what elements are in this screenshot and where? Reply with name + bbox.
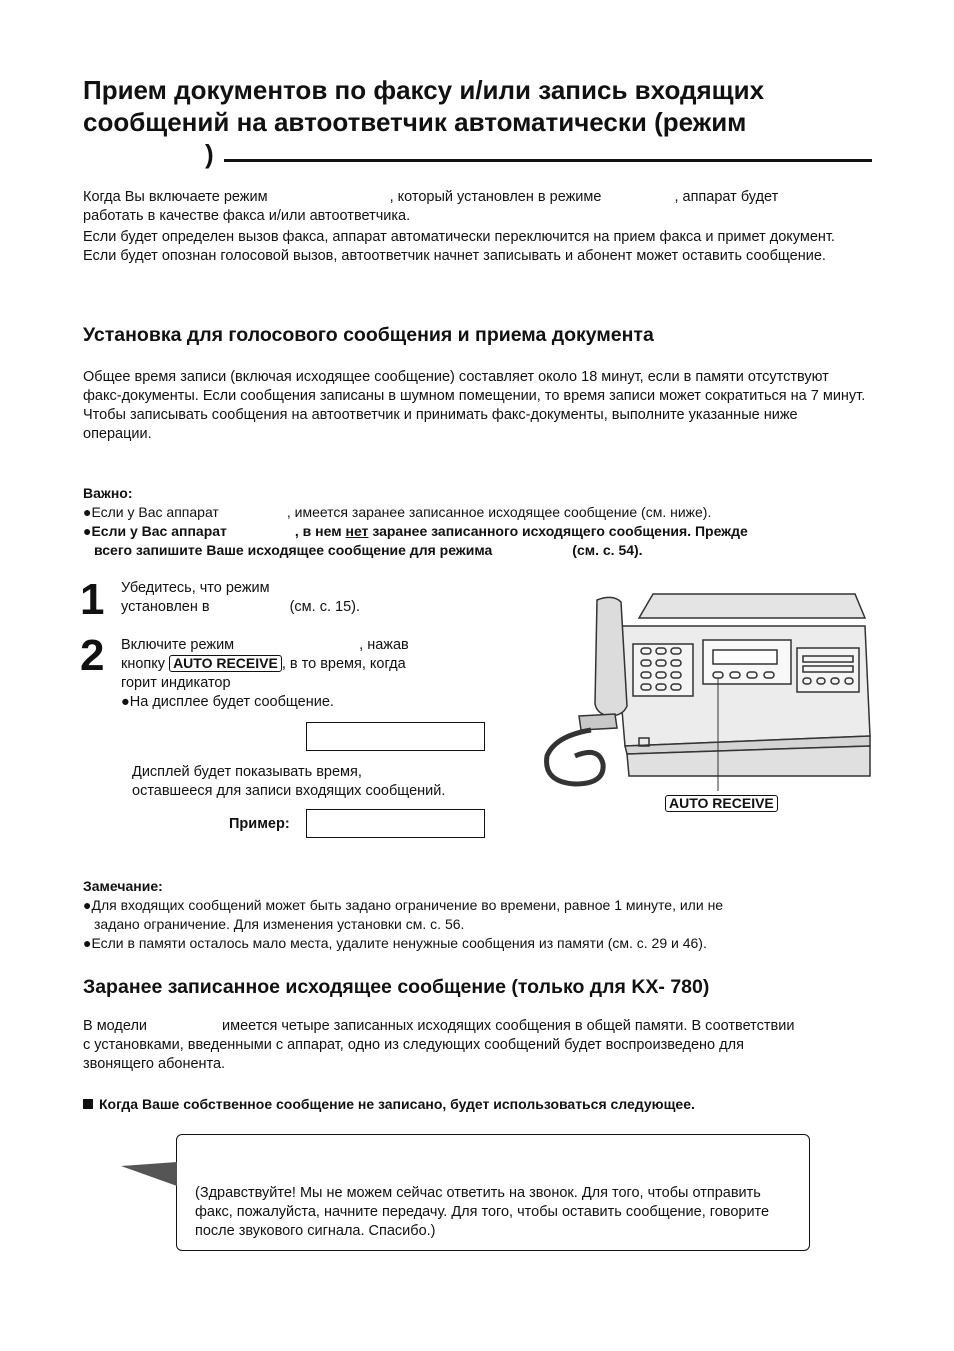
note-block xyxy=(83,877,883,953)
step-2-text-part: , в то время, когда xyxy=(281,656,406,672)
section2-line: звонящего абонента. xyxy=(83,1056,226,1072)
step-2-text-part: , нажав xyxy=(359,637,409,653)
step-1-text-part: (см. с. 15). xyxy=(289,599,360,615)
step-2-text xyxy=(121,636,481,712)
section-heading-prerecorded: Заранее записанное исходящее сообщение (только для KX- 780) xyxy=(83,976,710,998)
auto-receive-callout xyxy=(665,795,778,812)
step-2-line xyxy=(121,655,481,674)
important-text: (см. с. 54). xyxy=(572,542,643,558)
important-text: ●Если у Вас аппарат xyxy=(83,523,227,539)
display-box-1 xyxy=(306,722,485,751)
section1-paragraph-1: Общее время записи (включая исходящее сообщение) составляет около 18 минут, если в памяти отсутствуют факс-документы. Если сообщения записаны в шумном помещении, то время записи может сократиться на 7 минут. xyxy=(83,369,866,404)
note-bullet-2: ●Если в памяти осталось мало места, удалите ненужные сообщения из памяти (см. с. 29 и 46). xyxy=(83,935,707,951)
display-box-2 xyxy=(306,809,485,838)
section-heading-setup: Установка для голосового сообщения и приема документа xyxy=(83,324,654,346)
important-bullet-2 xyxy=(83,522,883,541)
display-description-line: оставшееся для записи входящих сообщений. xyxy=(132,783,446,799)
note-bullet-1: ●Для входящих сообщений может быть задано ограничение во времени, равное 1 минуте, или не xyxy=(83,897,724,913)
section2-bullet-text: Когда Ваше собственное сообщение не записано, будет использоваться следующее. xyxy=(99,1096,695,1112)
step-1-number: 1 xyxy=(80,575,105,624)
important-text: , имеется заранее записанное исходящее сообщение (см. ниже). xyxy=(286,504,712,520)
note-bullet-1-cont: задано ограничение. Для изменения установки см. с. 56. xyxy=(94,916,465,932)
important-bullet-2-cont xyxy=(83,541,883,560)
section2-line xyxy=(83,1017,883,1036)
step-2-line: горит индикатор xyxy=(121,675,231,691)
default-message-text: (Здравствуйте! Мы не можем сейчас ответить на звонок. Для того, чтобы отправить факс, пожалуйста, начните передачу. Для того, чтобы оставить сообщение, говорите после звукового сигнала. Спасибо.) xyxy=(195,1185,770,1239)
title-line-2: сообщений на автоответчик автоматически (режим xyxy=(83,107,747,137)
important-bullet-1 xyxy=(83,503,883,522)
section2-text: В модели xyxy=(83,1018,148,1034)
auto-receive-key: AUTO RECEIVE xyxy=(169,655,282,672)
intro xyxy=(83,188,873,266)
title-rule xyxy=(224,159,872,162)
square-bullet-icon xyxy=(83,1099,93,1109)
important-block xyxy=(83,484,883,560)
important-label: Важно: xyxy=(83,485,133,501)
page-title xyxy=(83,74,883,170)
intro-text: Когда Вы включаете режим xyxy=(83,189,268,205)
step-2-line: ●На дисплее будет сообщение. xyxy=(121,694,334,710)
display-description-line: Дисплей будет показывать время, xyxy=(132,764,362,780)
intro-line-1 xyxy=(83,188,873,207)
step-1-text-part: установлен в xyxy=(121,599,210,615)
step-2-line xyxy=(121,636,481,655)
title-line-3: ) xyxy=(205,139,214,169)
pointer-arrow-icon xyxy=(121,1162,177,1186)
important-text: заранее записанного исходящего сообщения. Прежде xyxy=(372,523,748,539)
intro-text: , аппарат будет xyxy=(674,189,779,205)
step-2-text-part: кнопку xyxy=(121,656,166,672)
title-line-1: Прием документов по факсу и/или запись входящих xyxy=(83,75,765,105)
step-1-line: Убедитесь, что режим xyxy=(121,580,270,596)
note-label: Замечание: xyxy=(83,878,163,894)
section1-body xyxy=(83,368,868,444)
section2-bullet xyxy=(83,1095,695,1114)
intro-line-2: работать в качестве факса и/или автоответчика. xyxy=(83,208,411,224)
intro-paragraph-2: Если будет определен вызов факса, аппарат автоматически переключится на прием факса и примет документ. xyxy=(83,229,835,245)
section1-paragraph-2: Чтобы записывать сообщения на автоответчик и принимать факс-документы, выполните указанные ниже операции. xyxy=(83,407,798,442)
important-text: всего запишите Ваше исходящее сообщение для режима xyxy=(94,542,493,558)
section2-line: с установками, введенными с аппарат, одно из следующих сообщений будет воспроизведено для xyxy=(83,1037,744,1053)
section2-text: имеется четыре записанных исходящих сообщения в общей памяти. В соответствии xyxy=(222,1018,795,1034)
example-label: Пример: xyxy=(229,816,290,832)
important-emphasis: нет xyxy=(345,523,369,539)
fax-machine-illustration xyxy=(535,586,875,791)
section2-body xyxy=(83,1017,883,1074)
step-1-text xyxy=(121,579,451,617)
auto-receive-callout-label: AUTO RECEIVE xyxy=(665,795,778,812)
step-2-text-part: Включите режим xyxy=(121,637,235,653)
important-text: ●Если у Вас аппарат xyxy=(83,504,219,520)
step-2-number: 2 xyxy=(80,631,105,680)
intro-paragraph-3: Если будет опознан голосовой вызов, автоответчик начнет записывать и абонент может оставить сообщение. xyxy=(83,248,826,264)
intro-text: , который установлен в режиме xyxy=(389,189,602,205)
important-text: , в нем xyxy=(294,523,342,539)
step-1-line xyxy=(121,598,451,617)
display-description xyxy=(132,763,502,801)
